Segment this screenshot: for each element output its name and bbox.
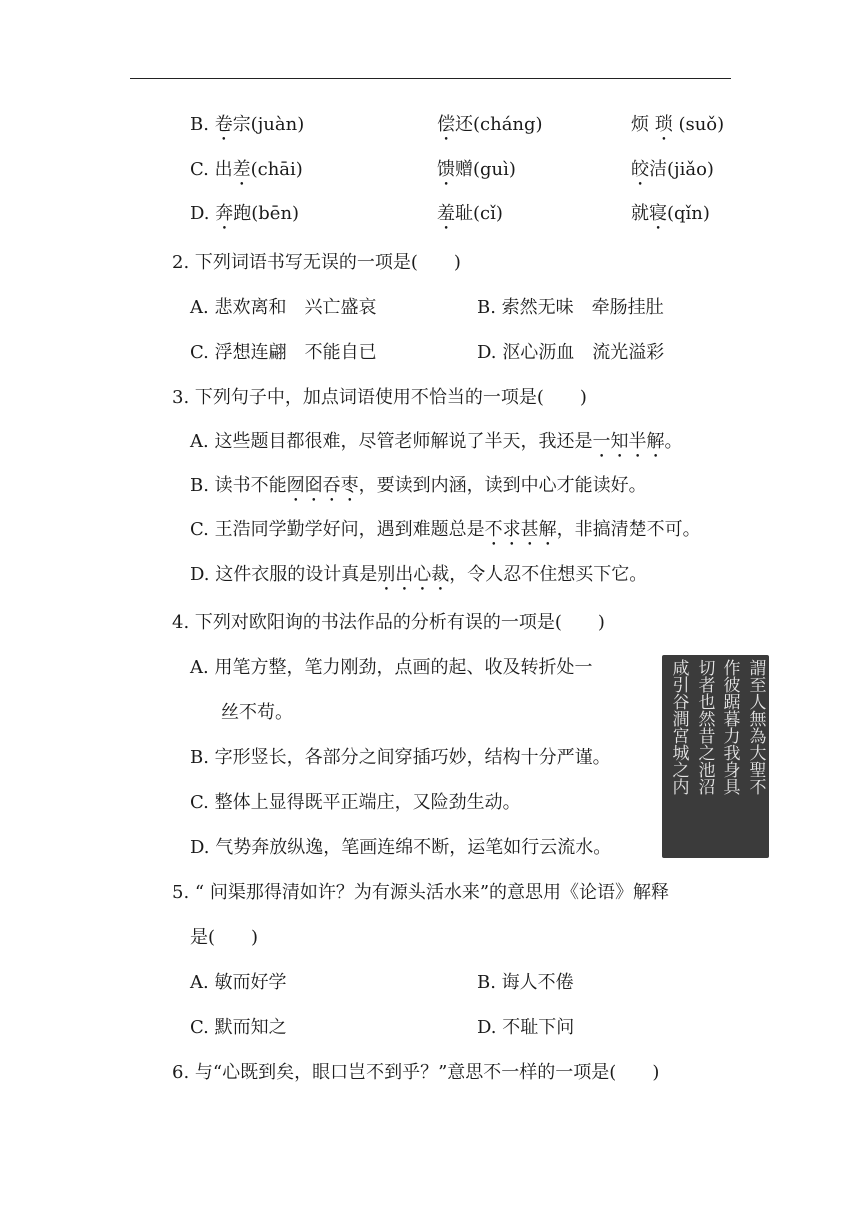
q2-option-b: B. 索然无味 牵肠挂肚: [477, 297, 664, 318]
q3-stem: 3. 下列句子中，加点词语使用不恰当的一项是( ): [172, 387, 587, 408]
q5-option-a: A. 敏而好学: [190, 972, 287, 993]
calligraphy-column-3: 切者也然昔之池沼: [694, 659, 715, 795]
q5-option-c: C. 默而知之: [190, 1017, 287, 1038]
q2-option-d: D. 沤心沥血 流光溢彩: [477, 342, 665, 363]
q1-option-b-col1: B. 卷宗(juàn): [190, 114, 305, 135]
q1-option-c-col1: C. 出差(chāi): [190, 159, 303, 180]
q3-option-d: D. 这件衣服的设计真是别出心裁，令人忍不住想买下它。: [190, 564, 648, 585]
q1-option-b-col2: 偿还(cháng): [437, 114, 543, 135]
q1-option-d-col2: 羞耻(cǐ): [437, 203, 503, 224]
q5-option-d: D. 不耻下问: [477, 1017, 575, 1038]
q4-option-a-line1: A. 用笔方整，笔力刚劲，点画的起、收及转折处一: [190, 657, 593, 678]
q1-option-c-col3: 皎洁(jiǎo): [631, 159, 714, 180]
q5-stem-line2: 是( ): [190, 927, 259, 948]
header-rule: [130, 78, 731, 79]
q1-option-d-col1: D. 奔跑(bēn): [190, 203, 300, 224]
q1-option-c-col2: 馈赠(guì): [437, 159, 516, 180]
q6-stem: 6. 与“心既到矣，眼口岂不到乎？”意思不一样的一项是( ): [172, 1062, 660, 1083]
q3-option-b: B. 读书不能囫囵吞枣，要读到内涵，读到中心才能读好。: [190, 475, 647, 496]
q3-option-c: C. 王浩同学勤学好问，遇到难题总是不求甚解，非搞清楚不可。: [190, 519, 701, 540]
calligraphy-column-2: 作彼踞暮力我身具: [719, 659, 740, 795]
q5-option-b: B. 诲人不倦: [477, 972, 574, 993]
calligraphy-column-1: 謂至人無為大聖不: [745, 659, 766, 795]
q1-option-b-col3: 烦 琐 (suǒ): [631, 114, 725, 135]
q4-option-a-line2: 丝不苟。: [221, 702, 293, 723]
q2-option-a: A. 悲欢离和 兴亡盛哀: [190, 297, 377, 318]
q1-option-d-col3: 就寝(qǐn): [631, 203, 710, 224]
calligraphy-column-4: 咸引谷澗宮城之内: [668, 659, 689, 795]
q4-option-b: B. 字形竖长，各部分之间穿插巧妙，结构十分严谨。: [190, 747, 611, 768]
q4-stem: 4. 下列对欧阳询的书法作品的分析有误的一项是( ): [172, 612, 605, 633]
q3-option-a: A. 这些题目都很难，尽管老师解说了半天，我还是一知半解。: [190, 431, 683, 452]
q5-stem-line1: 5. “ 问渠那得清如许？为有源头活水来”的意思用《论语》解释: [172, 882, 670, 903]
q2-stem: 2. 下列词语书写无误的一项是( ): [172, 252, 461, 273]
q4-option-d: D. 气势奔放纵逸，笔画连绵不断，运笔如行云流水。: [190, 837, 612, 858]
q4-option-c: C. 整体上显得既平正端庄，又险劲生动。: [190, 792, 521, 813]
calligraphy-image: [662, 655, 769, 858]
q2-option-c: C. 浮想连翩 不能自已: [190, 342, 377, 363]
